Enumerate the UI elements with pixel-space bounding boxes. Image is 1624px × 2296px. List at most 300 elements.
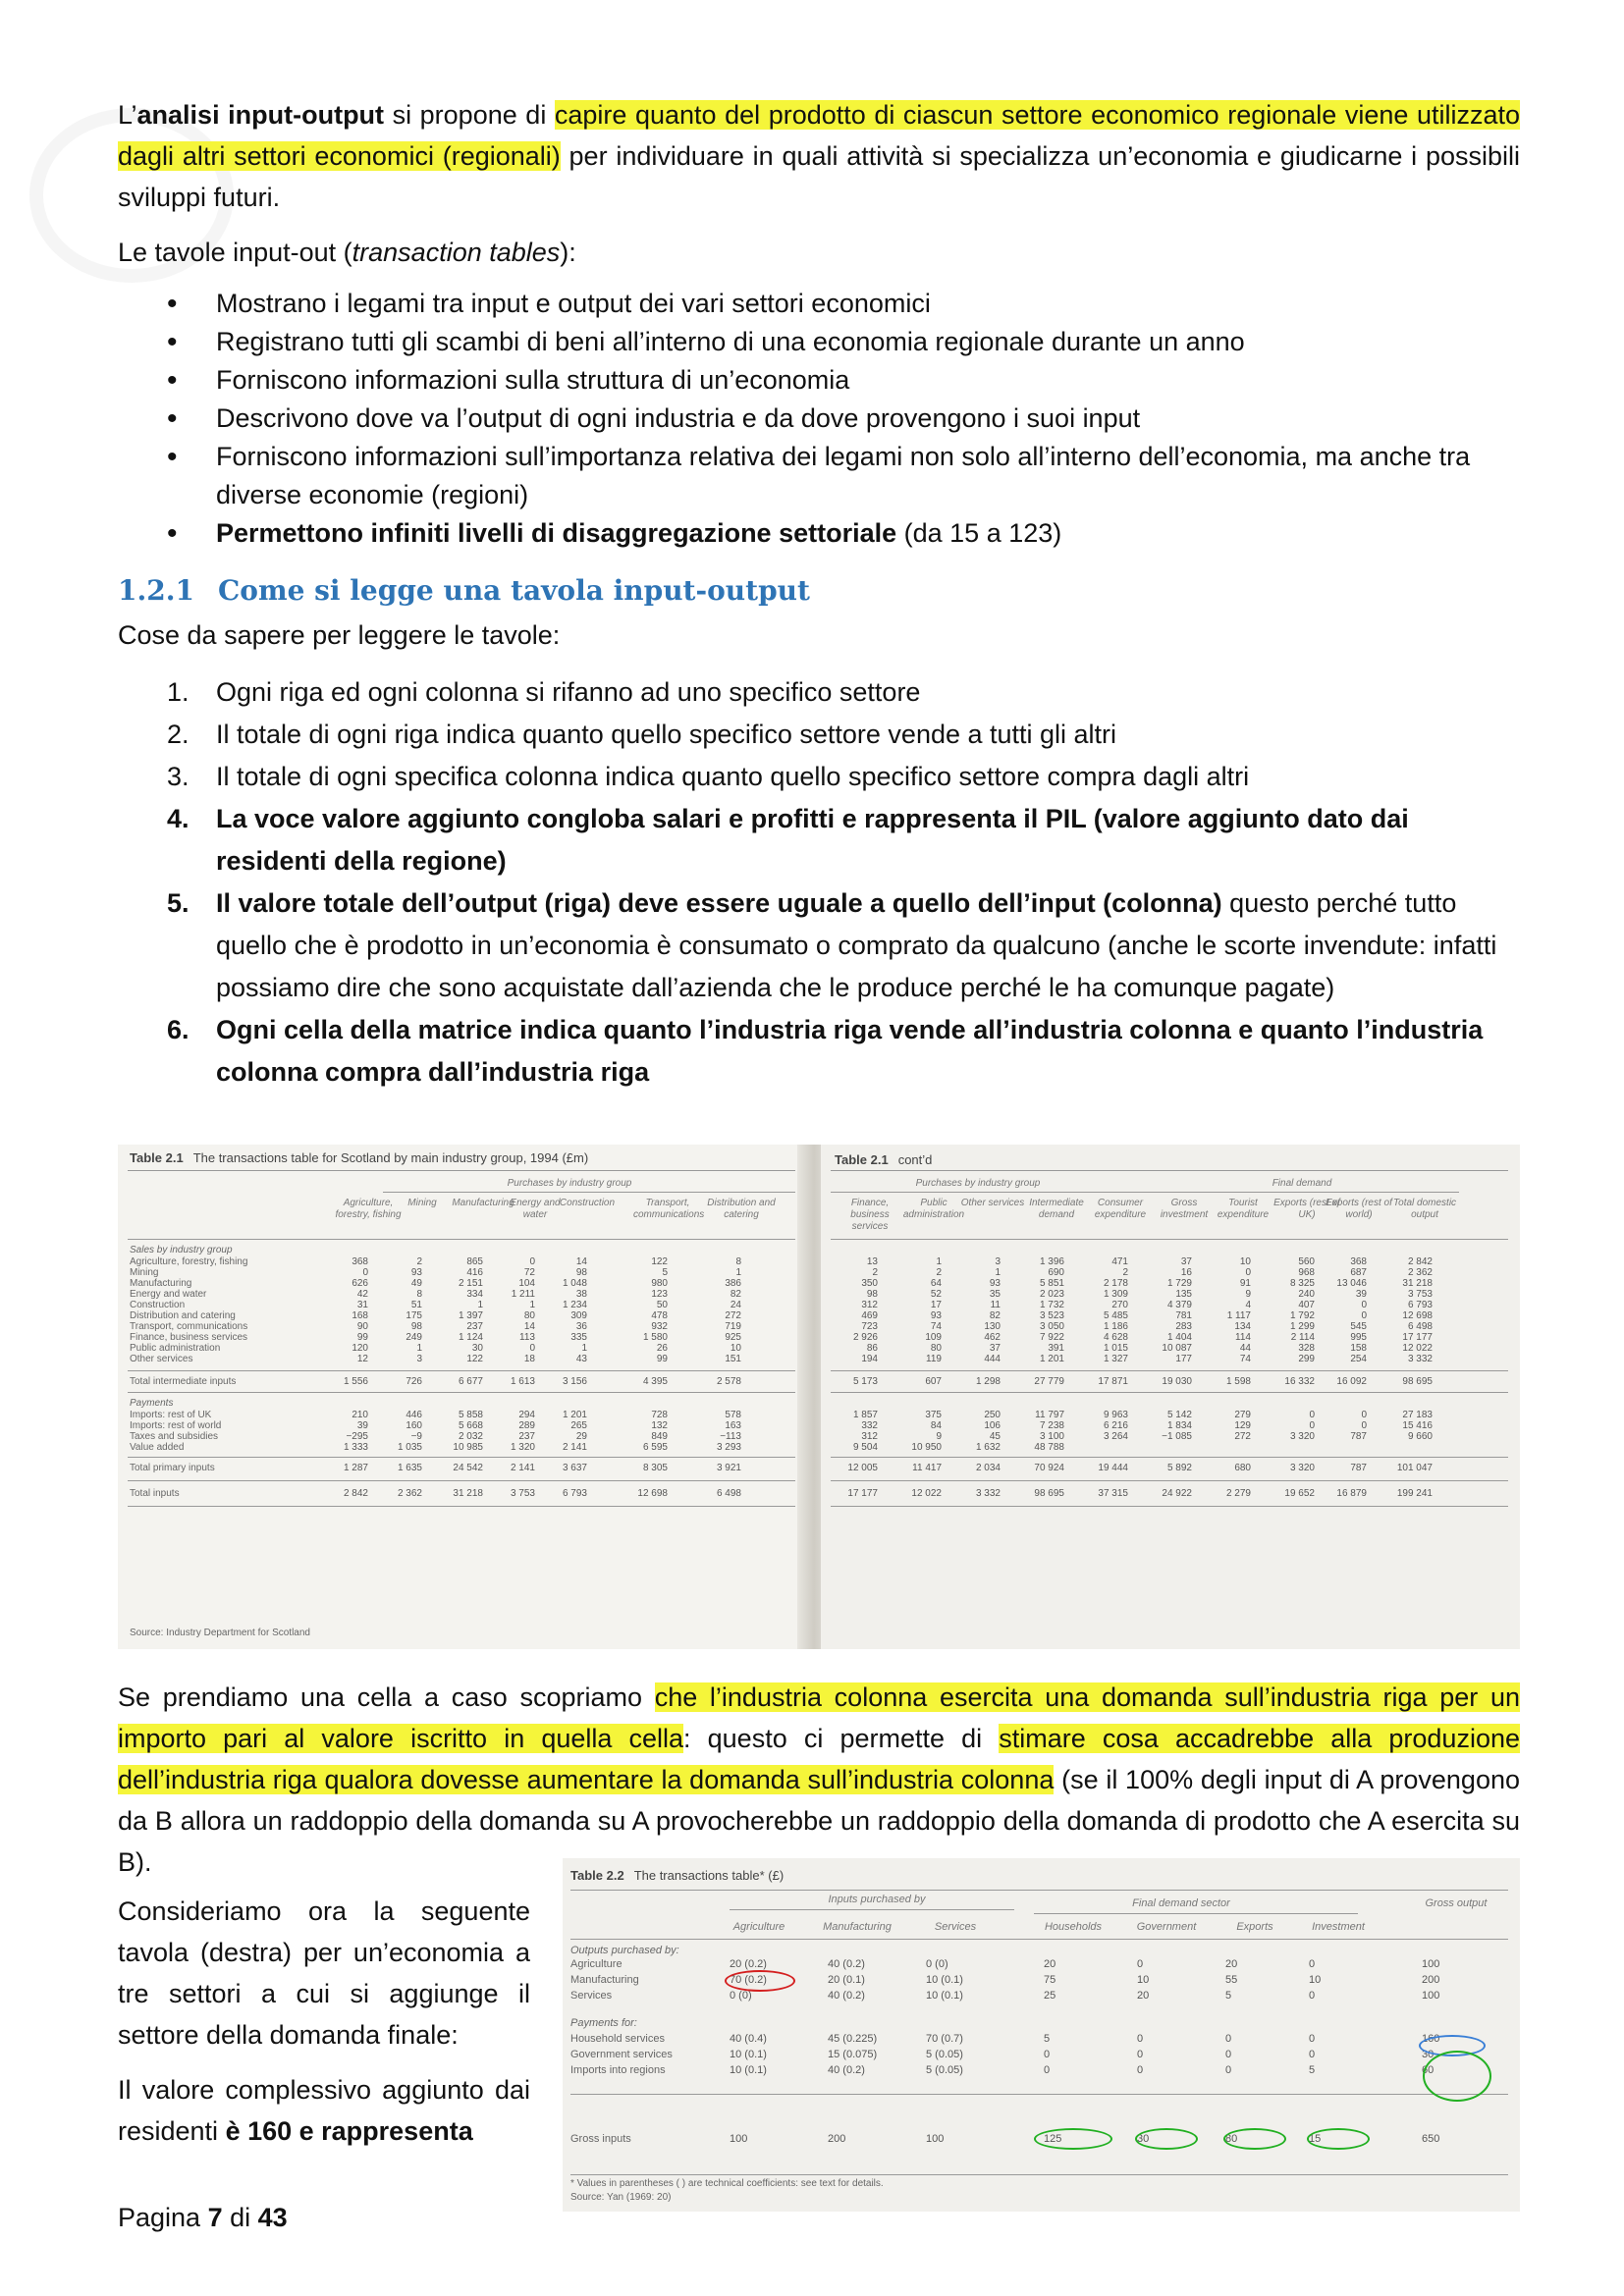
table-cell: 8 325 — [1289, 1278, 1315, 1289]
table-cell: 650 — [1422, 2133, 1440, 2145]
table-cell: 249 — [406, 1332, 422, 1343]
table-cell: 10 — [1137, 1974, 1150, 1986]
table-cell: 13 — [866, 1256, 878, 1267]
list-item: 2. Il totale di ogni riga indica quanto quello specifico settore vende a tutti gli altri — [167, 720, 1117, 749]
table-cell: 334 — [466, 1289, 483, 1300]
table-cell: 968 — [1298, 1267, 1315, 1278]
table-cell: 101 047 — [1396, 1463, 1433, 1473]
table-cell: 40 (0.2) — [828, 1958, 865, 1970]
table-cell: 1 309 — [1103, 1289, 1128, 1300]
table-cell: 478 — [651, 1310, 668, 1321]
list-item: • Mostrano i legami tra input e output dei vari settori economici — [118, 285, 1520, 323]
table-cell: 444 — [984, 1354, 1001, 1364]
table-cell: 39 — [356, 1420, 368, 1431]
table-cell: 312 — [861, 1300, 878, 1310]
table-cell: 175 — [406, 1310, 422, 1321]
column-header: Households — [1044, 1921, 1103, 1933]
table-cell: 578 — [725, 1410, 741, 1420]
table-cell: 1 — [995, 1267, 1001, 1278]
table-cell: 49 — [410, 1278, 422, 1289]
table-cell: 723 — [861, 1321, 878, 1332]
table-cell: 294 — [518, 1410, 535, 1420]
table-cell: 980 — [651, 1278, 668, 1289]
table-cell: 200 — [828, 2133, 846, 2145]
table-cell: 3 156 — [562, 1376, 587, 1387]
table-cell: 0 — [1361, 1310, 1367, 1321]
table-cell: 690 — [1048, 1267, 1064, 1278]
table-cell: 5 892 — [1166, 1463, 1192, 1473]
table-cell: 168 — [352, 1310, 368, 1321]
table-cell: 0 — [1309, 2049, 1316, 2060]
table-cell: 1 — [529, 1300, 535, 1310]
table-cell: 1 015 — [1103, 1343, 1128, 1354]
table-cell: 12 698 — [1402, 1310, 1433, 1321]
column-header: Tourist expenditure — [1217, 1198, 1270, 1220]
table-cell: 100 — [1422, 1990, 1440, 2002]
table-cell: 45 — [989, 1431, 1001, 1442]
table-cell: 84 — [930, 1420, 942, 1431]
table-cell: 119 — [926, 1354, 942, 1364]
row-label: Household services — [570, 2033, 665, 2045]
table-cell: 283 — [1175, 1321, 1192, 1332]
column-header: Agriculture — [732, 1921, 785, 1933]
rule — [831, 1457, 1508, 1458]
table-cell: 106 — [984, 1420, 1001, 1431]
table-cell: 158 — [1350, 1343, 1367, 1354]
table-cell: 680 — [1234, 1463, 1251, 1473]
table-cell: 50 — [656, 1300, 668, 1310]
value-added-paragraph: Il valore complessivo aggiunto dai residenti è 160 e rappresenta — [118, 2075, 530, 2146]
table-2-1-scan — [118, 1145, 1520, 1649]
list-item: • Registrano tutti gli scambi di beni all’interno di una economia regionale durante un anno — [118, 323, 1520, 361]
table-cell: 51 — [410, 1300, 422, 1310]
table-cell: 1 834 — [1166, 1420, 1192, 1431]
table-cell: 17 871 — [1098, 1376, 1128, 1387]
column-header: Total domestic output — [1392, 1198, 1457, 1220]
row-label: Taxes and subsidies — [130, 1431, 219, 1442]
table-cell: 6 793 — [562, 1488, 587, 1499]
table-cell: 104 — [518, 1278, 535, 1289]
table-cell: 160 — [1422, 2033, 1440, 2045]
table-cell: 20 (0.1) — [828, 1974, 865, 1986]
row-group-label: Payments — [130, 1398, 174, 1409]
table-cell: 279 — [1234, 1410, 1251, 1420]
table-cell: 26 — [656, 1343, 668, 1354]
table-cell: 407 — [1298, 1300, 1315, 1310]
table-cell: 5 142 — [1166, 1410, 1192, 1420]
table-cell: 849 — [651, 1431, 668, 1442]
table-cell: 7 922 — [1039, 1332, 1064, 1343]
table-cell: −1 085 — [1162, 1431, 1192, 1442]
rule — [128, 1480, 795, 1481]
table-cell: 3 320 — [1289, 1463, 1315, 1473]
table-cell: 1 580 — [642, 1332, 668, 1343]
table-cell: 328 — [1298, 1343, 1315, 1354]
column-header: Distribution and catering — [707, 1198, 776, 1220]
table-cell: 240 — [1298, 1289, 1315, 1300]
table-cell: 177 — [1175, 1354, 1192, 1364]
row-label: Imports: rest of world — [130, 1420, 222, 1431]
table-cell: 42 — [356, 1289, 368, 1300]
table-cell: 299 — [1298, 1354, 1315, 1364]
row-label: Other services — [130, 1354, 193, 1364]
column-header: Manufacturing — [452, 1198, 514, 1208]
table-cell: 391 — [1048, 1343, 1064, 1354]
table-cell: 2 141 — [510, 1463, 535, 1473]
table-cell: 8 305 — [642, 1463, 668, 1473]
table-cell: 15 (0.075) — [828, 2049, 878, 2060]
table-cell: 2 279 — [1225, 1488, 1251, 1499]
table-cell: 98 — [866, 1289, 878, 1300]
rule — [831, 1392, 1508, 1393]
row-label: Services — [570, 1990, 613, 2002]
row-label: Distribution and catering — [130, 1310, 236, 1321]
table-cell: 9 — [1245, 1289, 1251, 1300]
table-cell: 5 858 — [458, 1410, 483, 1420]
table-cell: 15 416 — [1402, 1420, 1433, 1431]
row-label: Manufacturing — [570, 1974, 639, 1986]
table-cell: 109 — [925, 1332, 942, 1343]
table-cell: 2 — [872, 1267, 878, 1278]
table-cell: 9 — [936, 1431, 942, 1442]
table-cell: 1 397 — [458, 1310, 483, 1321]
table-cell: 100 — [730, 2133, 748, 2145]
table-cell: 560 — [1298, 1256, 1315, 1267]
table-cell: 2 362 — [397, 1488, 422, 1499]
table-cell: 19 444 — [1098, 1463, 1128, 1473]
table-cell: 43 — [575, 1354, 587, 1364]
table-cell: 5 — [1225, 1990, 1232, 2002]
column-header: Mining — [407, 1198, 437, 1208]
table-cell: 6 498 — [1407, 1321, 1433, 1332]
table-cell: 9 504 — [852, 1442, 878, 1453]
table-cell: 1 632 — [975, 1442, 1001, 1453]
table-cell: 200 — [1422, 1974, 1440, 1986]
row-label: Imports into regions — [570, 2064, 666, 2076]
left-column-text — [118, 1891, 530, 2152]
row-group-label: Outputs purchased by: — [570, 1945, 679, 1956]
table-caption: Table 2.1 cont’d — [835, 1152, 933, 1167]
table-cell: 122 — [466, 1354, 483, 1364]
table-2-1-left-page — [118, 1145, 807, 1649]
table-cell: 386 — [725, 1278, 741, 1289]
table-cell: 11 797 — [1035, 1410, 1064, 1420]
table-cell: 151 — [725, 1354, 741, 1364]
table-cell: 270 — [1111, 1300, 1128, 1310]
table-cell: 4 — [1245, 1300, 1251, 1310]
table-cell: 2 842 — [1407, 1256, 1433, 1267]
table-cell: 36 — [575, 1321, 587, 1332]
table-cell: 8 — [735, 1256, 741, 1267]
table-cell: 1 — [936, 1256, 942, 1267]
column-header: Investment — [1312, 1921, 1365, 1933]
table-cell: 98 — [410, 1321, 422, 1332]
table-cell: 237 — [518, 1431, 535, 1442]
column-header: Energy and water — [510, 1198, 561, 1220]
column-header: Intermediate demand — [1029, 1198, 1084, 1220]
table-cell: 10 (0.1) — [730, 2064, 767, 2076]
table-cell: 1 124 — [458, 1332, 483, 1343]
table-cell: 120 — [352, 1343, 368, 1354]
annotation-green-ellipse — [1423, 2051, 1491, 2102]
table-cell: 469 — [861, 1310, 878, 1321]
column-header: Public administration — [902, 1198, 965, 1220]
table-cell: 787 — [1350, 1463, 1367, 1473]
rule — [570, 2094, 1508, 2095]
table-source: Source: Industry Department for Scotland — [130, 1628, 310, 1638]
table-cell: 368 — [1350, 1256, 1367, 1267]
table-cell: 1 234 — [562, 1300, 587, 1310]
list-item: • Permettono infiniti livelli di disaggregazione settoriale (da 15 a 123) — [118, 514, 1520, 553]
table-cell: 0 — [1137, 2049, 1144, 2060]
table-cell: 1 857 — [852, 1410, 878, 1420]
table-cell: 719 — [725, 1321, 741, 1332]
table-cell: 10 — [730, 1343, 741, 1354]
table-cell: 98 695 — [1034, 1488, 1064, 1499]
table-cell: 44 — [1239, 1343, 1251, 1354]
table-cell: 0 — [1225, 2033, 1232, 2045]
table-cell: 0 — [1361, 1420, 1367, 1431]
table-cell: 687 — [1350, 1267, 1367, 1278]
table-cell: 925 — [725, 1332, 741, 1343]
table-cell: 471 — [1111, 1256, 1128, 1267]
list-item: 4. La voce valore aggiunto congloba salari e profitti e rappresenta il PIL (valore aggiunto dato dai residenti della regione) — [167, 804, 1409, 876]
annotation-green-ellipse — [1135, 2128, 1198, 2150]
table-cell: 163 — [725, 1420, 741, 1431]
table-cell: 2 141 — [562, 1442, 587, 1453]
table-cell: 2 178 — [1103, 1278, 1128, 1289]
table-cell: 40 (0.4) — [730, 2033, 767, 2045]
table-cell: 31 — [356, 1300, 368, 1310]
table-cell: 1 732 — [1039, 1300, 1064, 1310]
table-cell: 10 950 — [911, 1442, 942, 1453]
table-cell: 38 — [575, 1289, 587, 1300]
table-cell: 12 022 — [911, 1488, 942, 1499]
table-cell: 2 — [936, 1267, 942, 1278]
table-cell: 0 — [1137, 2033, 1144, 2045]
table-cell: 2 362 — [1407, 1267, 1433, 1278]
table-cell: 11 417 — [912, 1463, 942, 1473]
table-cell: 6 498 — [716, 1488, 741, 1499]
column-header: Gross output — [1425, 1897, 1488, 1909]
table-cell: 15 — [1309, 2133, 1322, 2145]
table-cell: 265 — [570, 1420, 587, 1431]
table-cell: 446 — [406, 1410, 422, 1420]
table-cell: 237 — [466, 1321, 483, 1332]
paragraph-block — [118, 1677, 1520, 1883]
cell-explanation-paragraph: Se prendiamo una cella a caso scopriamo che l’industria colonna esercita una domanda sull’industria riga per un importo pari al valore iscritto in quella cella: questo ci permette di stimare cosa accadrebbe alla produzione dell’industria riga qualora dovesse aumentare la domanda sull’industria colonna (se il 100% degli input di A provengono da B allora un raddoppio della domanda su A provocherebbe un raddoppio della domanda di prodotto che A esercita su B). — [118, 1682, 1520, 1877]
table-cell: 626 — [352, 1278, 368, 1289]
table-cell: 80 — [523, 1310, 535, 1321]
table-cell: 91 — [1239, 1278, 1251, 1289]
list-item: 1. Ogni riga ed ogni colonna si rifanno ad uno specifico settore — [167, 677, 921, 707]
table-cell: 4 628 — [1103, 1332, 1128, 1343]
table-cell: 24 922 — [1162, 1488, 1192, 1499]
table-cell: 40 (0.2) — [828, 1990, 865, 2002]
table-cell: 2 — [1122, 1267, 1128, 1278]
intro-highlight: capire quanto del prodotto di ciascun settore economico regionale viene utilizzato dagli altri settori economici (regionali) — [118, 100, 1520, 171]
table-cell: 787 — [1350, 1431, 1367, 1442]
table-cell: 10 (0.1) — [730, 2049, 767, 2060]
table-cell: 5 — [1309, 2064, 1316, 2076]
table-cell: 0 (0) — [926, 1958, 948, 1970]
table-cell: 17 177 — [1402, 1332, 1433, 1343]
table-cell: 0 — [1044, 2064, 1051, 2076]
table-cell: 726 — [406, 1376, 422, 1387]
table-cell: 1 — [581, 1343, 587, 1354]
table-cell: 335 — [570, 1332, 587, 1343]
row-group-label: Sales by industry group — [130, 1245, 233, 1255]
table-cell: 0 — [1225, 2049, 1232, 2060]
table-cell: 1 211 — [511, 1289, 535, 1300]
row-label: Agriculture — [570, 1958, 623, 1970]
table-cell: 37 — [1180, 1256, 1192, 1267]
table-cell: 93 — [930, 1310, 942, 1321]
row-label: Energy and water — [130, 1289, 207, 1300]
table-cell: 12 — [356, 1354, 368, 1364]
intro-bold-term: analisi input-output — [136, 100, 385, 130]
table-cell: 995 — [1350, 1332, 1367, 1343]
page-footer: Pagina 7 di 43 — [118, 2203, 288, 2232]
table-cell: 368 — [352, 1256, 368, 1267]
table-cell: 6 595 — [642, 1442, 668, 1453]
row-label: Construction — [130, 1300, 186, 1310]
table-cell: 1 556 — [343, 1376, 368, 1387]
column-header: Services — [934, 1921, 977, 1933]
table-2-2-scan — [563, 1858, 1520, 2212]
table-cell: 0 — [529, 1256, 535, 1267]
table-cell: 0 — [362, 1267, 368, 1278]
table-cell: 1 035 — [397, 1442, 422, 1453]
table-cell: 416 — [466, 1267, 483, 1278]
table-cell: 254 — [1350, 1354, 1367, 1364]
table-cell: 0 — [1309, 1410, 1315, 1420]
table-cell: 2 023 — [1039, 1289, 1064, 1300]
table-cell: 3 050 — [1039, 1321, 1064, 1332]
table-cell: 2 114 — [1290, 1332, 1315, 1343]
table-cell: 781 — [1175, 1310, 1192, 1321]
list-item: • Descrivono dove va l’output di ogni industria e da dove provengono i suoi input — [118, 400, 1520, 438]
table-cell: 3 332 — [1407, 1354, 1433, 1364]
list-item: 5. Il valore totale dell’output (riga) deve essere uguale a quello dell’input (colonna) questo perché tutto quello che è prodotto in un’economia è consumato o comprato da qualcuno (anche le scorte invendute: infatti possiamo dire che sono acquistate dall’azienda che le produce perché le ha comunque pagate) — [167, 888, 1497, 1002]
table-cell: 93 — [989, 1278, 1001, 1289]
table-cell: 125 — [1044, 2133, 1062, 2145]
table-cell: 1 635 — [397, 1463, 422, 1473]
table-cell: 3 921 — [716, 1463, 741, 1473]
table-cell: 19 030 — [1162, 1376, 1192, 1387]
rule — [128, 1506, 795, 1507]
table-cell: 70 (0.7) — [926, 2033, 963, 2045]
table-cell: 82 — [989, 1310, 1001, 1321]
table-cell: 1 287 — [343, 1463, 368, 1473]
table-cell: −113 — [720, 1431, 741, 1442]
rule — [128, 1370, 795, 1371]
table-cell: 2 034 — [975, 1463, 1001, 1473]
table-cell: 194 — [861, 1354, 878, 1364]
table-cell: 98 — [575, 1267, 587, 1278]
table-cell: 5 — [1044, 2033, 1051, 2045]
table-cell: 13 046 — [1336, 1278, 1367, 1289]
table-cell: 289 — [518, 1420, 535, 1431]
table-cell: 10 087 — [1162, 1343, 1192, 1354]
table-cell: 199 241 — [1396, 1488, 1433, 1499]
table-cell: 0 — [1044, 2049, 1051, 2060]
rule — [831, 1506, 1508, 1507]
table-cell: 40 (0.2) — [828, 2064, 865, 2076]
table-cell: 30 — [1137, 2133, 1150, 2145]
row-label: Value added — [130, 1442, 185, 1453]
table-cell: 3 753 — [1407, 1289, 1433, 1300]
column-group-header: Inputs purchased by — [828, 1894, 926, 1905]
table-cell: 3 320 — [1289, 1431, 1315, 1442]
table-cell: 80 — [1225, 2133, 1238, 2145]
table-cell: 17 177 — [847, 1488, 878, 1499]
table-cell: 135 — [1175, 1289, 1192, 1300]
table-cell: 39 — [1355, 1289, 1367, 1300]
table-cell: 27 183 — [1402, 1410, 1433, 1420]
table-cell: 462 — [984, 1332, 1001, 1343]
table-cell: 1 298 — [975, 1376, 1001, 1387]
table-cell: 1 320 — [510, 1442, 535, 1453]
table-cell: 35 — [989, 1289, 1001, 1300]
table-cell: 18 — [523, 1354, 535, 1364]
table-cell: 10 — [1239, 1256, 1251, 1267]
table-cell: 250 — [984, 1410, 1001, 1420]
table-cell: 10 — [1309, 1974, 1322, 1986]
table-cell: 312 — [861, 1431, 878, 1442]
table-source: Source: Yan (1969: 20) — [570, 2192, 672, 2203]
column-header: Gross investment — [1160, 1198, 1209, 1220]
row-group-label: Payments for: — [570, 2017, 637, 2029]
table-cell: 19 652 — [1284, 1488, 1315, 1499]
list-item: 6. Ogni cella della matrice indica quanto l’industria riga vende all’industria colonna e quanto l’industria colonna compra dall’industria riga — [167, 1015, 1484, 1087]
table-cell: 74 — [1239, 1354, 1251, 1364]
table-cell: 80 — [930, 1343, 942, 1354]
column-header: Agriculture, forestry, fishing — [335, 1198, 402, 1220]
table-cell: 12 005 — [847, 1463, 878, 1473]
column-group-header: Purchases by industry group — [507, 1178, 632, 1189]
table-cell: 55 — [1225, 1974, 1238, 1986]
annotation-green-ellipse — [1034, 2128, 1112, 2150]
table-cell: 272 — [1234, 1431, 1251, 1442]
table-cell: 1 598 — [1225, 1376, 1251, 1387]
table-cell: 134 — [1234, 1321, 1251, 1332]
table-cell: 2 842 — [343, 1488, 368, 1499]
table-cell: 9 963 — [1103, 1410, 1128, 1420]
table-cell: 3 332 — [975, 1488, 1001, 1499]
list-item: 3. Il totale di ogni specifica colonna indica quanto quello specifico settore compra dagli altri — [167, 762, 1250, 791]
table-cell: 375 — [925, 1410, 942, 1420]
table-cell: 130 — [984, 1321, 1001, 1332]
column-header: Manufacturing — [823, 1921, 892, 1933]
table-cell: 3 753 — [510, 1488, 535, 1499]
table-cell: 52 — [930, 1289, 942, 1300]
table-cell: 4 395 — [642, 1376, 668, 1387]
table-cell: 129 — [1234, 1420, 1251, 1431]
table-cell: 1 201 — [562, 1410, 587, 1420]
table-cell: 3 — [416, 1354, 422, 1364]
table-cell: 0 — [1225, 2064, 1232, 2076]
row-label: Agriculture, forestry, fishing — [130, 1256, 248, 1267]
table-cell: 3 637 — [562, 1463, 587, 1473]
table-cell: 20 — [1225, 1958, 1238, 1970]
column-header: Other services — [960, 1198, 1025, 1208]
row-label: Manufacturing — [130, 1278, 192, 1289]
table-cell: 122 — [651, 1256, 668, 1267]
table-cell: 332 — [861, 1420, 878, 1431]
rule — [128, 1457, 795, 1458]
table-cell: 2 926 — [852, 1332, 878, 1343]
